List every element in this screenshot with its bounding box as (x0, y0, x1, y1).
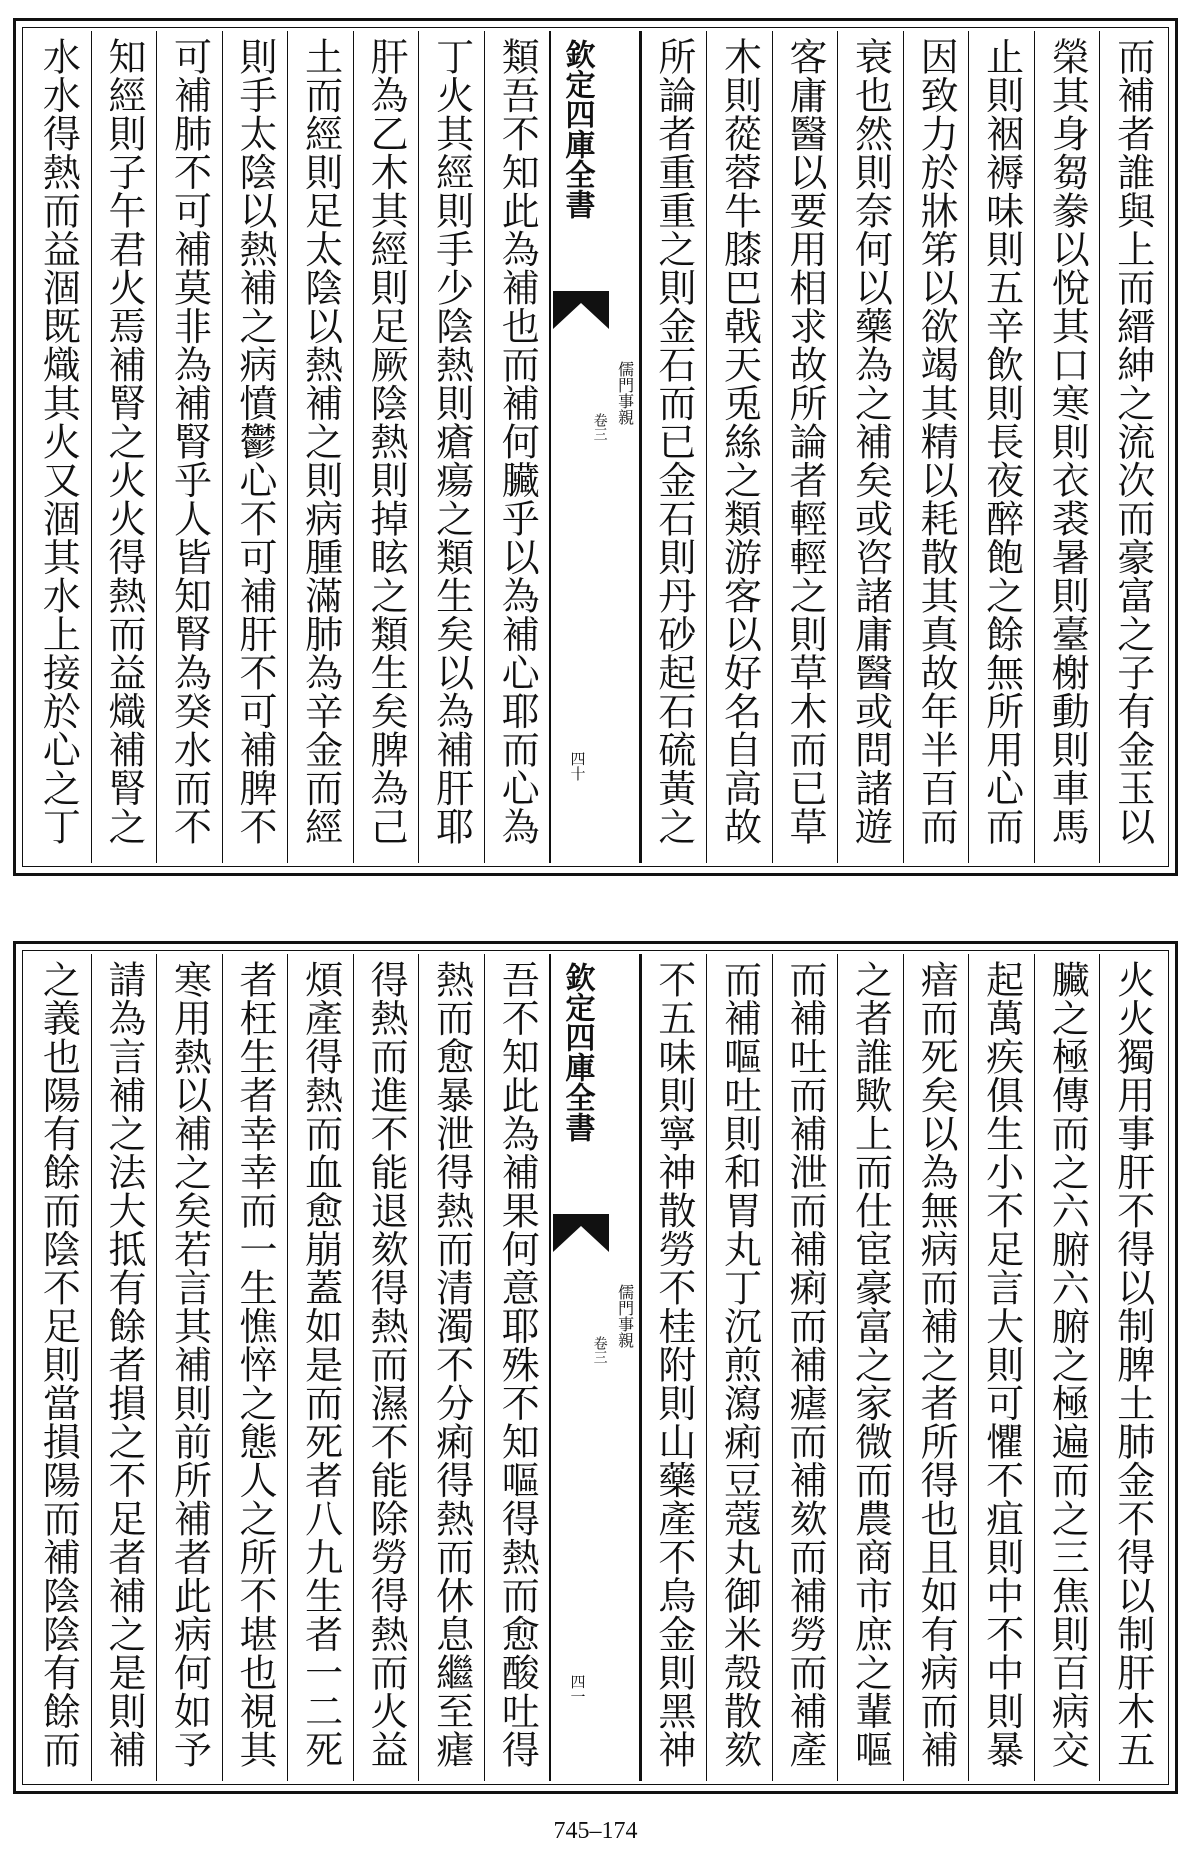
fishtail-mark-icon (551, 289, 611, 331)
text-column: 榮其身芻豢以悅其口寒則衣裘暑則臺榭動則車馬 (1034, 31, 1100, 863)
volume-label: 卷三 (591, 1336, 608, 1364)
text-column: 吾不知此為補果何意耶殊不知嘔得熱而愈酸吐得 (484, 954, 550, 1781)
text-column: 知經則子午君火焉補腎之火火得熱而益熾補腎之 (91, 31, 157, 863)
text-column: 肝為乙木其經則足厥陰熱則掉眩之類生矣脾為己 (353, 31, 419, 863)
text-column: 臟之極傳而之六腑六腑之極遍而之三焦則百病交 (1034, 954, 1100, 1781)
text-column: 請為言補之法大抵有餘者損之不足者補之是則補 (91, 954, 157, 1781)
banner-title: 欽定四庫全書 (559, 39, 595, 219)
text-column: 所論者重重之則金石而已金石則丹砂起石硫黃之 (641, 31, 707, 863)
text-column: 火火獨用事肝不得以制脾土肺金不得以制肝木五 (1099, 954, 1165, 1781)
text-column: 寒用熱以補之矣若言其補則前所補者此病何如予 (156, 954, 222, 1781)
fishtail-mark-icon (551, 1212, 611, 1254)
text-column: 之者誰歟上而仕宦豪富之家微而農商市庶之輩嘔 (837, 954, 903, 1781)
text-column: 者枉生者幸幸而一生憔悴之態人之所不堪也視其 (222, 954, 288, 1781)
text-column: 之義也陽有餘而陰不足則當損陽而補陰陰有餘而 (36, 960, 81, 1769)
text-column: 衰也然則奈何以藥為之補矣或咨諸庸醫或問諸遊 (837, 31, 903, 863)
center-banner (549, 954, 640, 1781)
text-column: 而補者誰與上而縉紳之流次而豪富之子有金玉以 (1099, 31, 1165, 863)
text-column: 類吾不知此為補也而補何臟乎以為補心耶而心為 (484, 31, 550, 863)
text-column: 木則蓯蓉牛膝巴戟天兎絲之類游客以好名自高故 (706, 31, 772, 863)
text-column: 熱而愈暴泄得熱而清濁不分痢得熱而休息繼至瘧 (418, 954, 484, 1781)
text-column: 可補肺不可補莫非為補腎乎人皆知腎為癸水而不 (156, 31, 222, 863)
text-column: 煩產得熱而血愈崩蓋如是而死者八九生者一二死 (287, 954, 353, 1781)
text-column: 土而經則足太陰以熱補之則病腫滿肺為辛金而經 (287, 31, 353, 863)
text-column: 瘖而死矣以為無病而補之者所得也且如有病而補 (903, 954, 969, 1781)
book-page-bottom (13, 941, 1178, 1794)
text-column: 則手太陰以熱補之病憤鬱心不可補肝不可補脾不 (222, 31, 288, 863)
page-footer-number: 745–174 (553, 1818, 638, 1844)
text-column: 止則裀褥味則五辛飲則長夜醉飽之餘無所用心而 (968, 31, 1034, 863)
text-column: 水水得熱而益涸既熾其火又涸其水上接於心之丁 (36, 37, 81, 846)
text-column: 不五味則寧神散勞不桂附則山藥產不烏金則黑神 (641, 954, 707, 1781)
text-column: 起萬疾俱生小不足言大則可懼不疽則中不中則暴 (968, 954, 1034, 1781)
folio-number: 四十 (568, 751, 587, 781)
book-page-top (13, 18, 1178, 876)
chapter-title: 儒門事親 (615, 1284, 635, 1348)
chapter-title: 儒門事親 (615, 361, 635, 425)
text-column: 而補嘔吐則和胃丸丁沉煎瀉痢豆蔻丸御米殼散欬 (706, 954, 772, 1781)
text-column: 因致力於牀笫以欲竭其精以耗散其真故年半百而 (903, 31, 969, 863)
banner-title: 欽定四庫全書 (559, 962, 595, 1142)
text-column: 丁火其經則手少陰熱則瘡瘍之類生矣以為補肝耶 (418, 31, 484, 863)
folio-number: 四一 (568, 1674, 587, 1704)
text-column: 客庸醫以要用相求故所論者輕輕之則草木而已草 (772, 31, 838, 863)
center-banner (549, 31, 640, 863)
volume-label: 卷三 (591, 413, 608, 441)
text-column: 得熱而進不能退欬得熱而濕不能除勞得熱而火益 (353, 954, 419, 1781)
text-column: 而補吐而補泄而補痢而補瘧而補欬而補勞而補產 (772, 954, 838, 1781)
